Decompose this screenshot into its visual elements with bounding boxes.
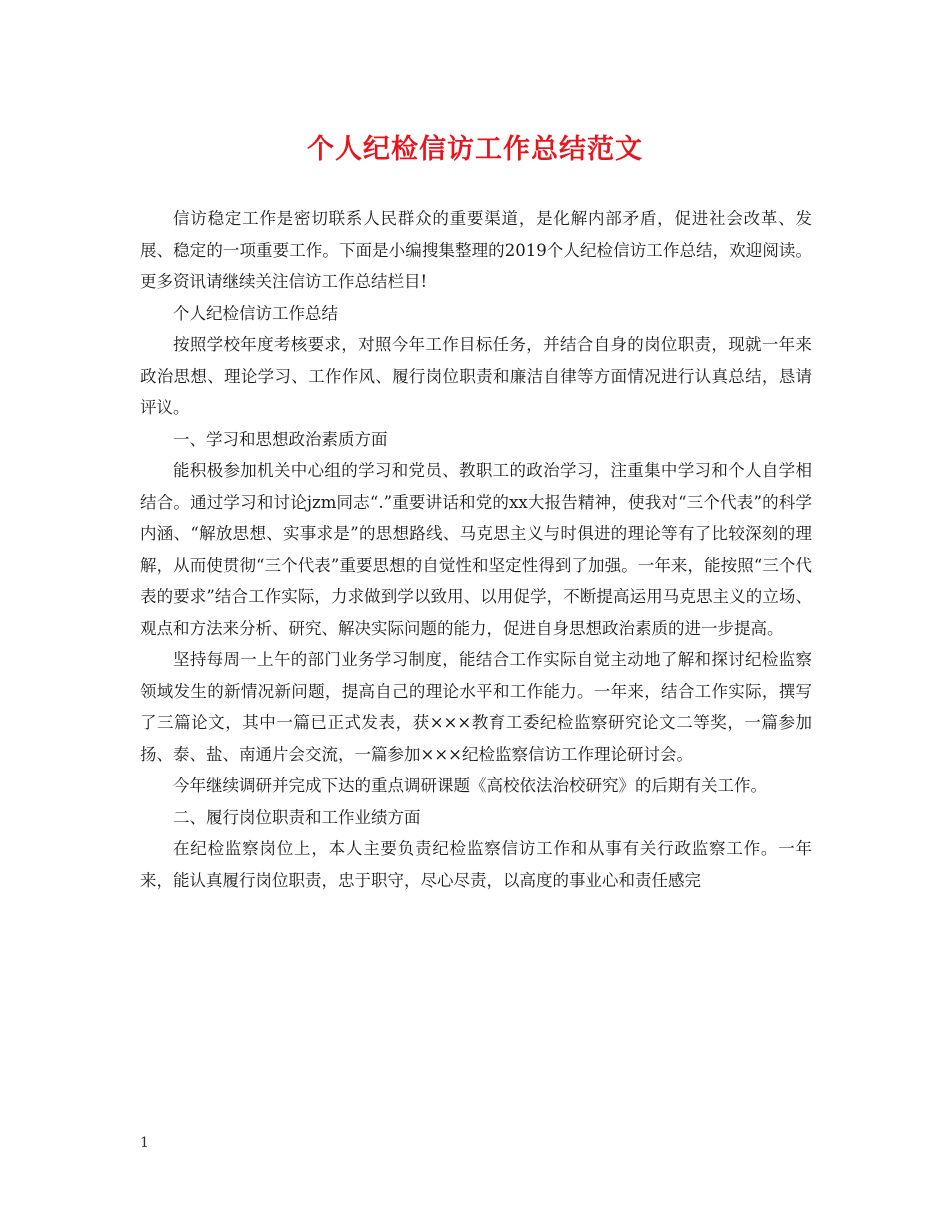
document-body <box>140 203 812 896</box>
section-heading: 一、学习和思想政治素质方面 <box>173 429 388 449</box>
section-heading: 二、履行岗位职责和工作业绩方面 <box>173 807 421 827</box>
paragraph: 能积极参加机关中心组的学习和党员、教职工的政治学习，注重集中学习和个人自学相结合。通过学习和讨论jzm同志“.”重要讲话和党的xx大报告精神，使我对“三个代表”的科学内涵、“解放思想、实事求是”的思想路线、马克思主义与时俱进的理论等有了比较深刻的理解，从而使贯彻“三个代表”重要思想的自觉性和坚定性得到了加强。一年来，能按照“三个代表的要求”结合工作实际，力求做到学以致用、以用促学，不断提高运用马克思主义的立场、观点和方法来分析、研究、解决实际问题的能力，促进自身思想政治素质的进一步提高。 <box>140 461 812 638</box>
paragraph: 按照学校年度考核要求，对照今年工作目标任务，并结合自身的岗位职责，现就一年来政治思想、理论学习、工作作风、履行岗位职责和廉洁自律等方面情况进行认真总结，恳请评议。 <box>140 335 812 417</box>
paragraph: 坚持每周一上午的部门业务学习制度，能结合工作实际自觉主动地了解和探讨纪检监察领域发生的新情况新问题，提高自己的理论水平和工作能力。一年来，结合工作实际，撰写了三篇论文，其中一篇已正式发表，获×××教育工委纪检监察研究论文二等奖，一篇参加扬、泰、盐、南通片会交流，一篇参加×××纪检监察信访工作理论研讨会。 <box>140 650 812 764</box>
paragraph: 今年继续调研并完成下达的重点调研课题《高校依法治校研究》的后期有关工作。 <box>173 776 767 795</box>
section-heading: 个人纪检信访工作总结 <box>173 303 338 323</box>
document-title: 个人纪检信访工作总结范文 <box>307 134 643 165</box>
page-number: 1 <box>140 1135 149 1151</box>
paragraph: 信访稳定工作是密切联系人民群众的重要渠道，是化解内部矛盾，促进社会改革、发展、稳定的一项重要工作。下面是小编搜集整理的2019个人纪检信访工作总结，欢迎阅读。更多资讯请继续关注信访工作总结栏目! <box>140 209 812 291</box>
paragraph: 在纪检监察岗位上，本人主要负责纪检监察信访工作和从事有关行政监察工作。一年来，能认真履行岗位职责，忠于职守，尽心尽责，以高度的事业心和责任感完 <box>140 839 812 890</box>
